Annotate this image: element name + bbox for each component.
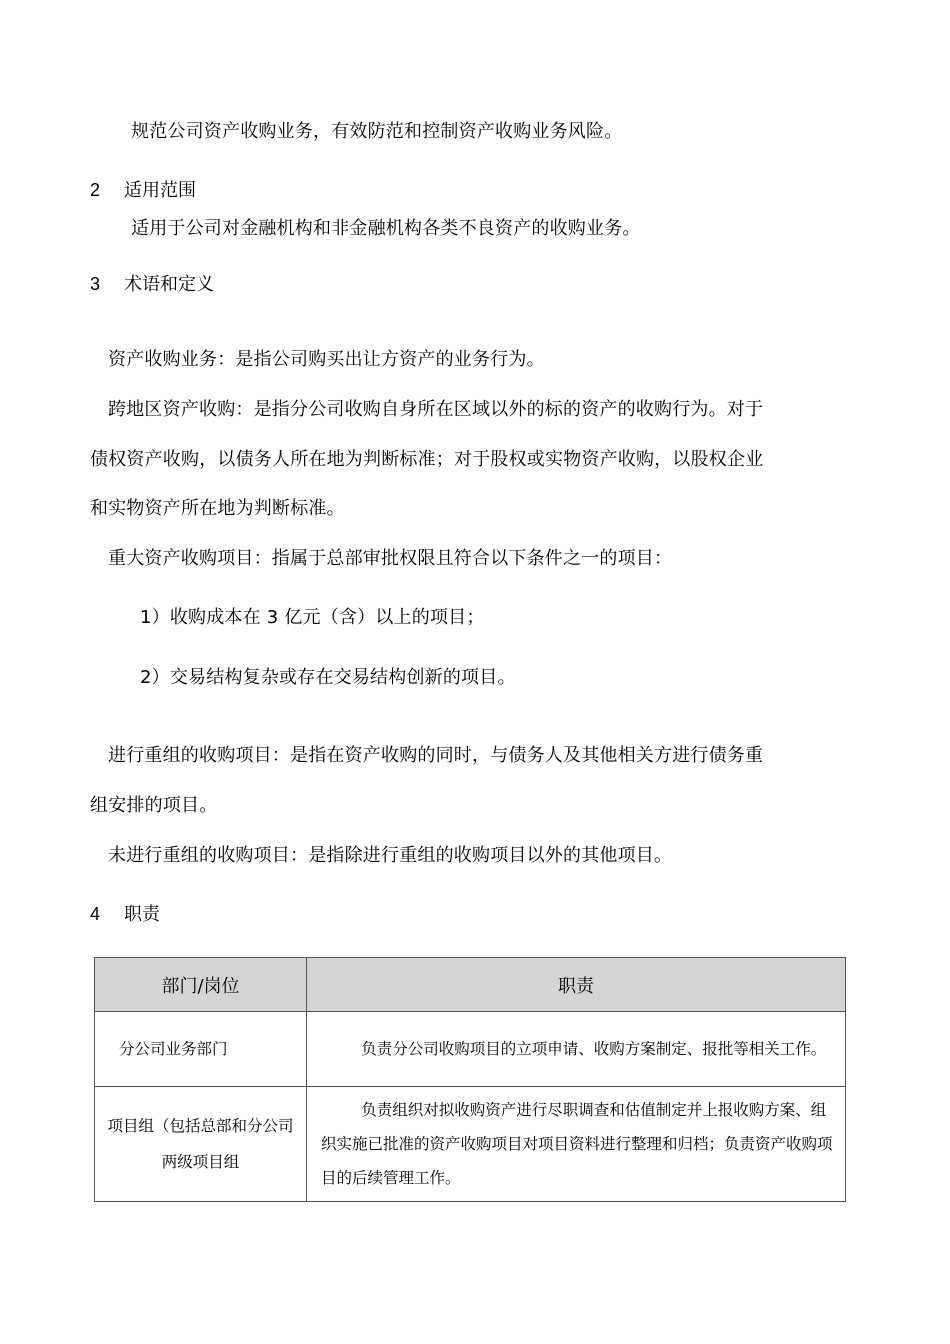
term-non-restructuring: 未进行重组的收购项目：是指除进行重组的收购项目以外的其他项目。 [108,845,673,866]
section-number: 3 [90,274,101,294]
term-cross-region-line-1: 跨地区资产收购：是指分公司收购自身所在区域以外的标的资产的收购行为。对于 [108,399,764,420]
section-number: 4 [90,904,101,924]
term-restructuring-line-1: 进行重组的收购项目：是指在资产收购的同时，与债务人及其他相关方进行债务重 [108,745,764,766]
table-row [95,1087,846,1202]
condition-item: 1）收购成本在 3 亿元（含）以上的项目； [140,607,485,628]
section-title: 职责 [124,904,160,925]
condition-item: 2）交易结构复杂或存在交易结构创新的项目。 [140,667,516,688]
term-cross-region-line-2: 债权资产收购，以债务人所在地为判断标准；对于股权或实物资产收购，以股权企业 [90,449,764,470]
header-dept: 部门/岗位 [95,958,307,1012]
header-duty: 职责 [307,958,846,1012]
purpose-text: 规范公司资产收购业务，有效防范和控制资产收购业务风险。 [131,121,623,142]
section-heading-scope [90,178,196,203]
scope-text: 适用于公司对金融机构和非金融机构各类不良资产的收购业务。 [131,218,641,239]
section-title: 适用范围 [124,180,196,201]
section-number: 2 [90,180,101,200]
term-major-project: 重大资产收购项目：指属于总部审批权限且符合以下条件之一的项目： [108,548,673,569]
duty-cell: 负责组织对拟收购资产进行尽职调查和估值制定并上报收购方案、组织实施已批准的资产收购项目对项目资料进行整理和归档；负责资产收购项目的后续管理工作。 [307,1087,846,1202]
table-row [95,1012,846,1087]
duty-cell: 负责分公司收购项目的立项申请、收购方案制定、报批等相关工作。 [307,1012,846,1087]
term-cross-region-line-3: 和实物资产所在地为判断标准。 [90,498,345,519]
table-header-row [95,958,846,1012]
dept-cell: 项目组（包括总部和分公司两级项目组 [95,1087,307,1202]
term-asset-acquisition: 资产收购业务：是指公司购买出让方资产的业务行为。 [108,349,545,370]
section-heading-duties [90,902,160,927]
dept-cell: 分公司业务部门 [95,1012,307,1087]
duty-table [94,957,846,1202]
term-restructuring-line-2: 组安排的项目。 [90,795,218,816]
section-heading-terms [90,272,214,297]
section-title: 术语和定义 [124,274,214,295]
